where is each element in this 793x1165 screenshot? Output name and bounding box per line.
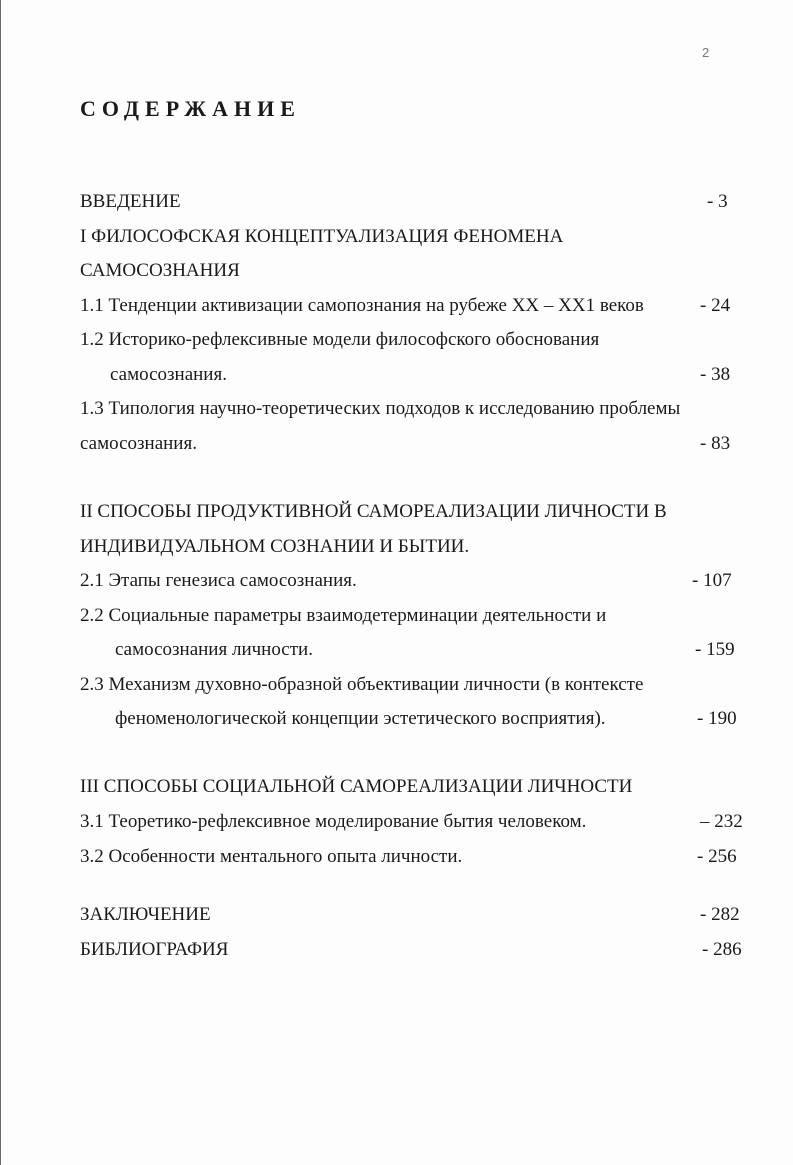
- toc-entry-intro: ВВЕДЕНИЕ: [80, 191, 181, 212]
- toc-chapter-2-line2: ИНДИВИДУАЛЬНОМ СОЗНАНИИ И БЫТИИ.: [80, 536, 470, 557]
- toc-page-1-3: - 83: [700, 433, 731, 454]
- toc-section-3-1: 3.1 Теоретико-рефлексивное моделирование бытия человеком.: [80, 811, 587, 832]
- scan-edge-line: [0, 0, 1, 1165]
- toc-chapter-1-line2: САМОСОЗНАНИЯ: [80, 260, 240, 281]
- toc-section-1-3-line1: 1.3 Типология научно-теоретических подходов к исследованию проблемы: [80, 398, 681, 419]
- toc-page-3-2: - 256: [697, 846, 737, 867]
- toc-section-2-2-line1: 2.2 Социальные параметры взаимодетерминации деятельности и: [80, 605, 607, 626]
- toc-page-2-1: - 107: [692, 570, 732, 591]
- toc-title: СОДЕРЖАНИЕ: [80, 96, 301, 121]
- toc-page-1-1: - 24: [700, 295, 731, 316]
- toc-section-2-1: 2.1 Этапы генезиса самосознания.: [80, 570, 357, 591]
- toc-page-2-2: - 159: [695, 639, 735, 660]
- toc-section-3-2: 3.2 Особенности ментального опыта личности.: [80, 846, 463, 867]
- toc-section-2-2-line2: самосознания личности.: [115, 639, 313, 660]
- toc-section-2-3-line1: 2.3 Механизм духовно-образной объективации личности (в контексте: [80, 674, 644, 695]
- toc-section-2-3-line2: феноменологической концепции эстетического восприятия).: [115, 708, 606, 729]
- toc-chapter-3: III СПОСОБЫ СОЦИАЛЬНОЙ САМОРЕАЛИЗАЦИИ ЛИЧНОСТИ: [80, 776, 633, 797]
- toc-entry-bibliography: БИБЛИОГРАФИЯ: [80, 939, 229, 960]
- toc-section-1-2-line1: 1.2 Историко-рефлексивные модели философского обоснования: [80, 329, 600, 350]
- toc-page-intro: - 3: [707, 191, 728, 212]
- toc-page-conclusion: - 282: [700, 904, 740, 925]
- toc-page-1-2: - 38: [700, 364, 731, 385]
- toc-page-3-1: – 232: [700, 811, 743, 832]
- toc-page-2-3: - 190: [697, 708, 737, 729]
- toc-page-bibliography: - 286: [702, 939, 742, 960]
- toc-section-1-2-line2: самосознания.: [110, 364, 227, 385]
- toc-section-1-3-line2: самосознания.: [80, 433, 197, 454]
- toc-entry-conclusion: ЗАКЛЮЧЕНИЕ: [80, 904, 211, 925]
- toc-section-1-1: 1.1 Тенденции активизации самопознания на рубеже XX – XX1 веков: [80, 295, 644, 316]
- page-number: 2: [702, 45, 710, 60]
- toc-chapter-1-line1: I ФИЛОСОФСКАЯ КОНЦЕПТУАЛИЗАЦИЯ ФЕНОМЕНА: [80, 226, 564, 247]
- toc-chapter-2-line1: II СПОСОБЫ ПРОДУКТИВНОЙ САМОРЕАЛИЗАЦИИ ЛИЧНОСТИ В: [80, 501, 667, 522]
